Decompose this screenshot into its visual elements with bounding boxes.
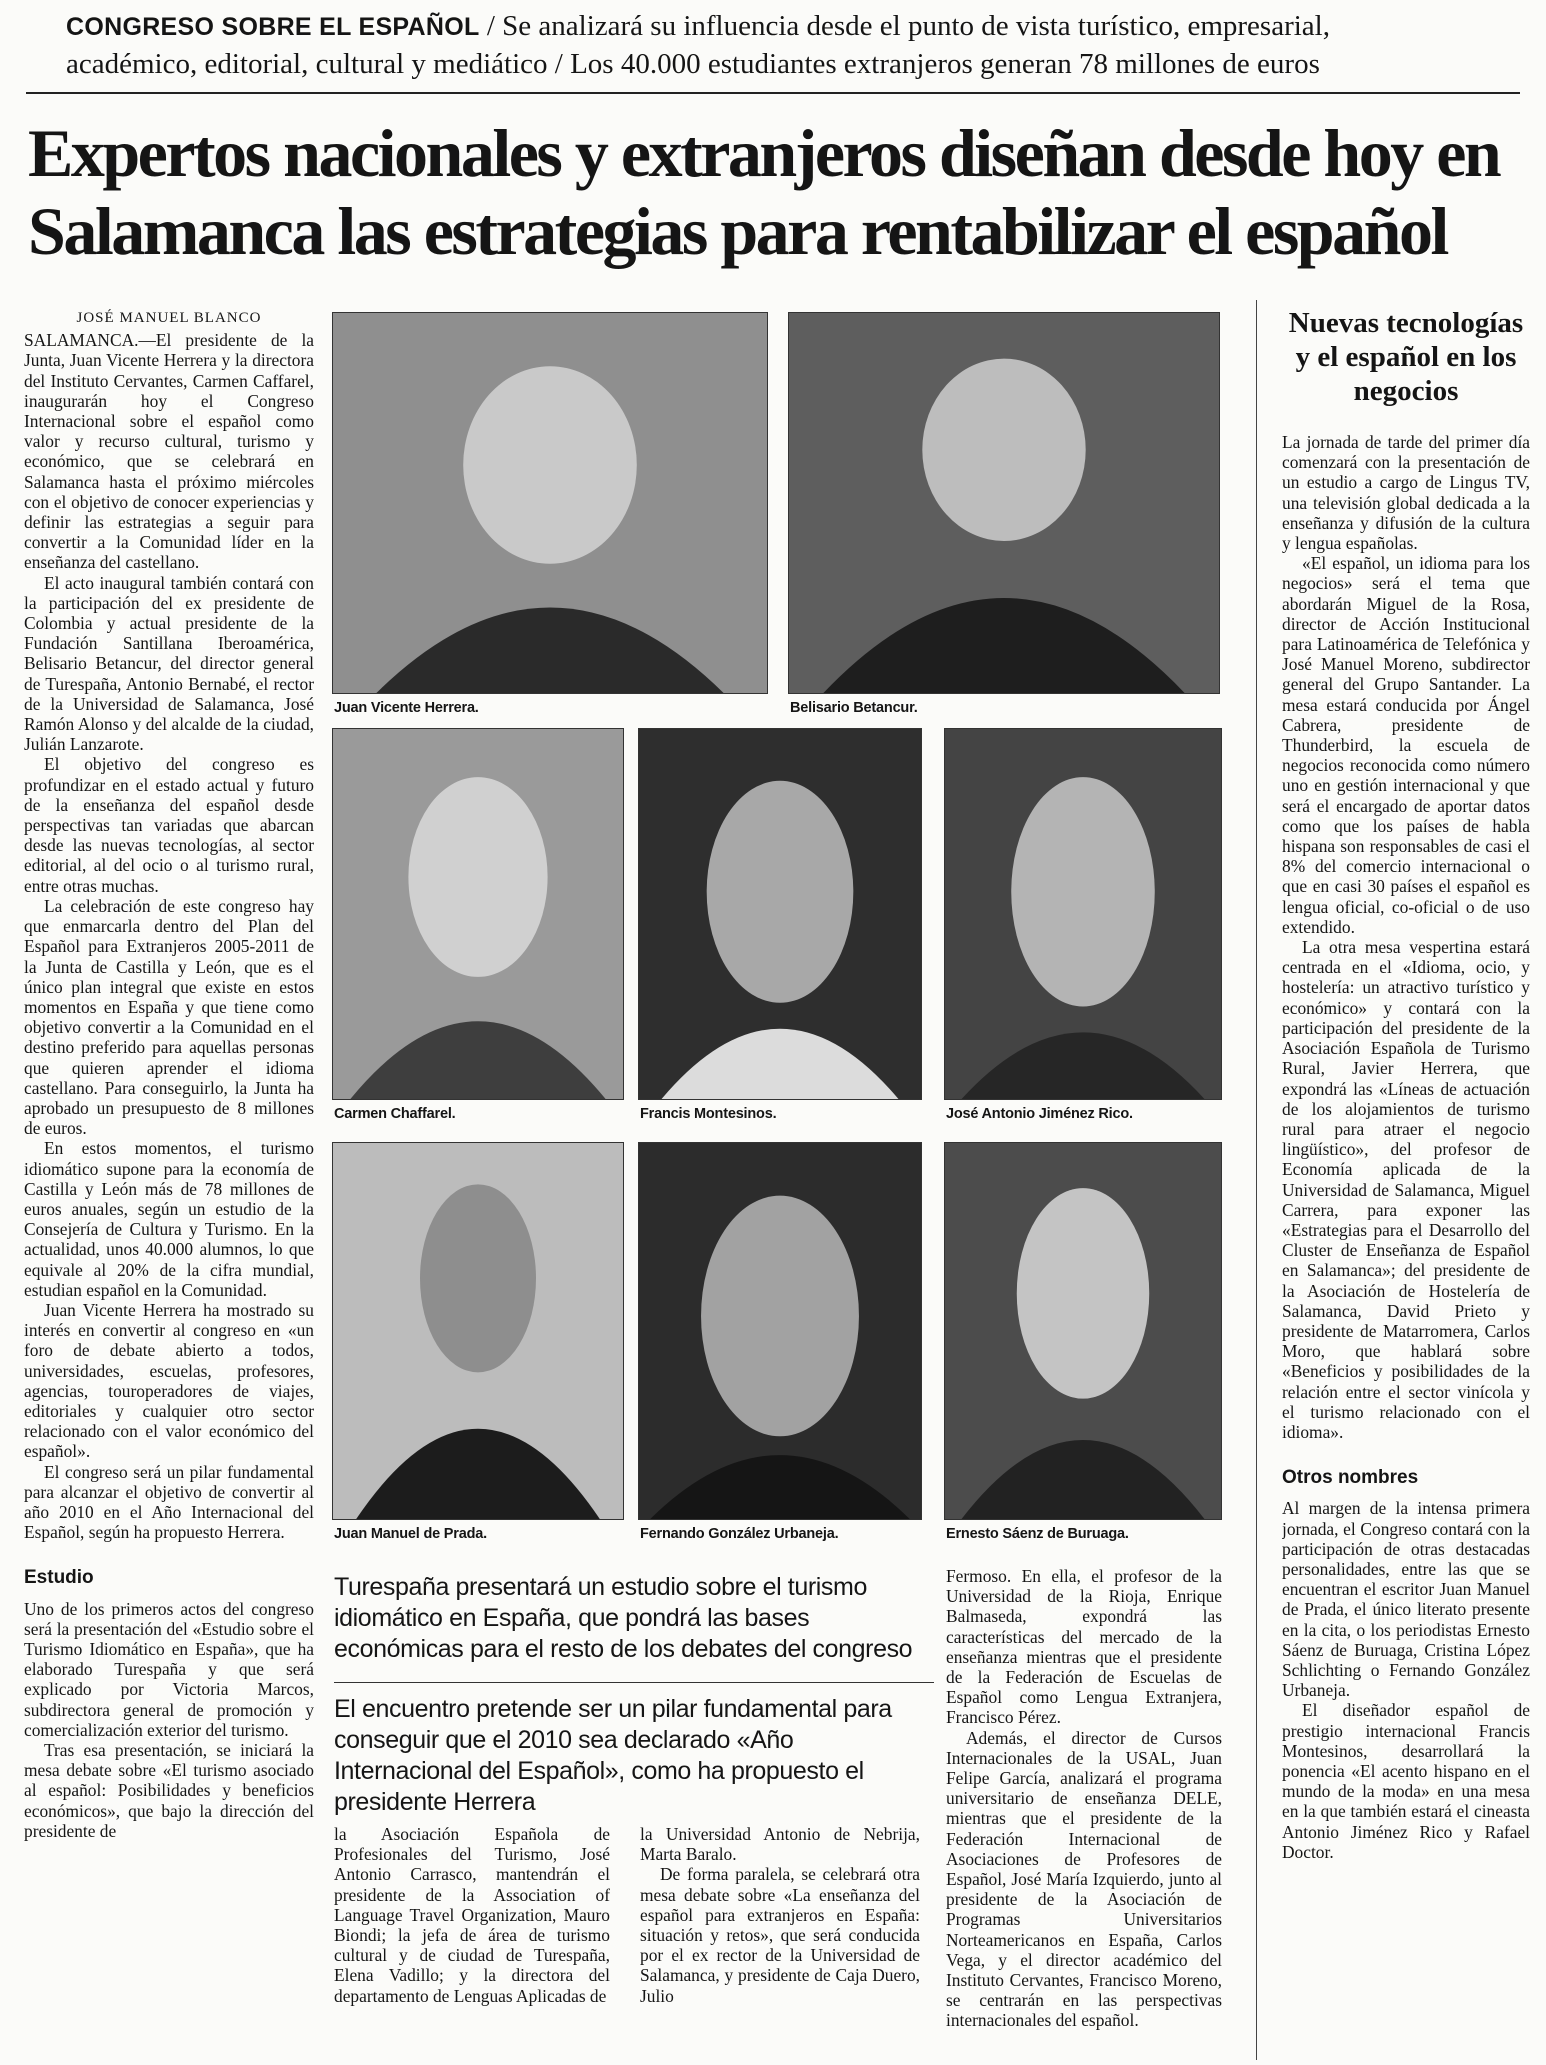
article-paragraph: Fermoso. En ella, el profesor de la Universidad de la Rioja, Enrique Balmaseda, expondrá las características del mercado de la enseñanza mientras que el presidente de la Federación de Escuelas de Español como Lengua Extranjera, Francisco Pérez. [946,1566,1222,1728]
headline-line2: Salamanca las estrategias para rentabilizar el español [28,193,1447,269]
caption: José Antonio Jiménez Rico. [946,1106,1133,1122]
article-column-3 [640,1824,920,2060]
headline [28,114,1528,270]
caption: Ernesto Sáenz de Buruaga. [946,1526,1129,1542]
article-paragraph: Tras esa presentación, se iniciará la mesa debate sobre «El turismo asociado al español: Posibilidades y beneficios económicos», que bajo la dirección del presidente de [24,1740,314,1841]
top-rule [26,92,1520,94]
sidebar-title: Nuevas tecnologías y el español en los negocios [1288,307,1524,407]
caption: Francis Montesinos. [640,1106,777,1122]
photo-carmen-chaffarel [332,728,624,1100]
caption: Fernando González Urbaneja. [640,1526,839,1542]
sidebar-rule [1256,300,1257,2060]
pullquote-divider [334,1682,934,1683]
sidebar-paragraph: Al margen de la intensa primera jornada, el Congreso contará con la participación de otras destacadas personalidades, entre las que se encuentran el escritor Juan Manuel de Prada, el único literato presente en la cita, o los periodistas Ernesto Sáenz de Buruaga, Cristina López Schlichting o Fernando González Urbaneja. [1282,1498,1530,1701]
caption: Belisario Betancur. [790,700,918,716]
sidebar-paragraph: «El español, un idioma para los negocios» será el tema que abordarán Miguel de la Rosa, director de Acción Institucional para Latinoamérica de Telefónica y José Manuel Moreno, subdirector general del Grupo Santander. La mesa estará conducida por Ángel Cabrera, presidente de Thunderbird, la escuela de negocios reconocida como número uno en gestión internacional y que será el encargado de aportar datos como que los países de habla hispana son responsables de casi el 8% del comercio internacional o que en casi 30 países el español es lengua oficial, co-oficial o de uso extendido. [1282,553,1530,937]
sidebar-paragraph: El diseñador español de prestigio internacional Francis Montesinos, desarrollará la ponencia «El acento hispano en el mundo de la moda» en una mesa en la que también estará el cineasta Antonio Jiménez Rico y Rafael Doctor. [1282,1700,1530,1862]
sidebar-paragraph: La otra mesa vespertina estará centrada en el «Idioma, ocio, y hostelería: un atractivo turístico y económico» y contará con la participación del presidente de la Asociación Española de Turismo Rural, Javier Herrera, que expondrá las «Líneas de actuación de los alojamientos de turismo rural para atraer el negocio lingüístico», del profesor de Economía aplicada de la Universidad de Salamanca, Miguel Carrera, para exponer las «Estrategias para el Desarrollo del Cluster de Enseñanza de Español en Salamanca»; del presidente de la Asociación de Hostelería de Salamanca, David Prieto y presidente de Matarromera, Carlos Moro, que hablará sobre «Beneficios y posibilidades de la relación entre el sector vinícola y el turismo relacionado con el idioma». [1282,937,1530,1442]
article-paragraph: La celebración de este congreso hay que enmarcarla dentro del Plan del Español para Extranjeros 2005-2011 de la Junta de Castilla y León, que es el único plan integral que existe en estos momentos en España y que tiene como objetivo convertir a la Comunidad en el destino preferido para aquellas personas que quieren aprender el idioma castellano. Para conseguirlo, la Junta ha aprobado un presupuesto de 8 millones de euros. [24,895,314,1139]
article-paragraph: El objetivo del congreso es profundizar en el estado actual y futuro de la enseñanza del español desde perspectivas tan variadas que abarcan desde las nuevas tecnologías, al sector editorial, al del ocio o al turismo rural, entre otras muchas. [24,754,314,896]
article-paragraph: De forma paralela, se celebrará otra mesa debate sobre «La enseñanza del español para extranjeros en España: situación y retos», que será conducida por el ex rector de la Universidad de Salamanca, y presidente de Caja Duero, Julio [640,1864,920,2006]
photo-jose-antonio-jimenez-rico [944,728,1222,1100]
headline-line1: Expertos nacionales y extranjeros diseñan desde hoy en [28,115,1500,191]
kicker-line1: / Se analizará su influencia desde el punto de vista turístico, empresarial, [479,10,1330,42]
subhead-otros-nombres: Otros nombres [1282,1467,1419,1489]
article-paragraph: En estos momentos, el turismo idiomático supone para la economía de Castilla y León más de 78 millones de euros anuales, según un estudio de la Consejería de Cultura y Turismo. En la actualidad, unos 40.000 alumnos, lo que equivale al 20% de la cifra mundial, estudian español en la Comunidad. [24,1138,314,1300]
article-paragraph: Además, el director de Cursos Internacionales de la USAL, Juan Felipe García, analizará el programa universitario de enseñanza DELE, mientras que el presidente de la Federación Internacional de Asociaciones de Profesores de Español, José María Izquierdo, junto al presidente de la Asociación de Programas Universitarios Norteamericanos en España, Carlos Vega, y el director académico del Instituto Cervantes, Francisco Moreno, se centrarán en las perspectivas internacionales del español. [946,1727,1222,2031]
byline: JOSÉ MANUEL BLANCO [76,310,262,326]
article-paragraph: la Asociación Española de Profesionales del Turismo, José Antonio Carrasco, mantendrán el presidente de la Association of Language Travel Organization, Mauro Biondi; la jefa de área de turismo cultural y de ciudad de Turespaña, Elena Vadillo; y la directora del departamento de Lenguas Aplicadas de [334,1824,610,2006]
article-paragraph: Uno de los primeros actos del congreso será la presentación del «Estudio sobre el Turismo Idiomático en España», que ha elaborado Turespaña y que será explicado por Victoria Marcos, subdirectora general de promoción y comercialización exterior del turismo. [24,1598,314,1740]
article-paragraph: El congreso será un pilar fundamental para alcanzar el objetivo de convertir al año 2010 en el Año Internacional del Español, según ha propuesto Herrera. [24,1461,314,1543]
photo-juan-vicente-herrera [332,312,768,694]
article-paragraph: Juan Vicente Herrera ha mostrado su interés en convertir al congreso en «un foro de debate abierto a todos, universidades, escuelas, profesores, agencias, touroperadores de viajes, editoriales y cualquier otro sector relacionado con el valor económico del español». [24,1299,314,1462]
article-paragraph: la Universidad Antonio de Nebrija, Marta Baralo. [640,1824,920,1865]
pullquote-second: El encuentro pretende ser un pilar fundamental para conseguir que el 2010 sea declarado «Año Internacional del Español», como ha propuesto el presidente Herrera [334,1695,892,1816]
photo-juan-manuel-de-prada [332,1142,624,1520]
photo-francis-montesinos [638,728,922,1100]
subhead-estudio: Estudio [24,1567,94,1589]
kicker-section: CONGRESO SOBRE EL ESPAÑOL [66,13,480,41]
article-column-4 [946,1566,1222,2060]
article-paragraph: El acto inaugural también contará con la participación del ex presidente de Colombia y actual presidente de la Fundación Santillana Iberoamérica, Belisario Betancur, del director general de Turespaña, Antonio Bernabé, el rector de la Universidad de Salamanca, José Ramón Alonso y del alcalde de la ciudad, Julián Lanzarote. [24,572,314,755]
caption: Carmen Chaffarel. [334,1106,456,1122]
kicker [66,8,1506,83]
kicker-line2: académico, editorial, cultural y mediático / Los 40.000 estudiantes extranjeros generan 78 millones de euros [66,48,1320,80]
article-paragraph: SALAMANCA.—El presidente de la Junta, Juan Vicente Herrera y la directora del Instituto Cervantes, Carmen Caffarel, inaugurarán hoy el Congreso Internacional sobre el español como valor y recurso cultural, turismo y económico, que se celebrará en Salamanca hasta el próximo miércoles con el objetivo de conocer experiencias y definir las estrategias a seguir para convertir a la Comunidad líder en la enseñanza del castellano. [24,330,314,573]
photo-fernando-gonzalez-urbaneja [638,1142,922,1520]
article-column-2 [334,1824,610,2060]
caption: Juan Vicente Herrera. [334,700,479,716]
pullquote-first: Turespaña presentará un estudio sobre el turismo idiomático en España, que pondrá las bases económicas para el resto de los debates del congreso [334,1573,913,1663]
sidebar-paragraph: La jornada de tarde del primer día comenzará con la presentación de un estudio a cargo de Lingus TV, una televisión global dedicada a la enseñanza y difusión de la cultura y lengua españolas. [1282,432,1530,554]
sidebar [1282,306,1530,2060]
article-column-1 [24,308,314,2058]
photo-ernesto-saenz-de-buruaga [944,1142,1222,1520]
photo-belisario-betancur [788,312,1220,694]
caption: Juan Manuel de Prada. [334,1526,487,1542]
